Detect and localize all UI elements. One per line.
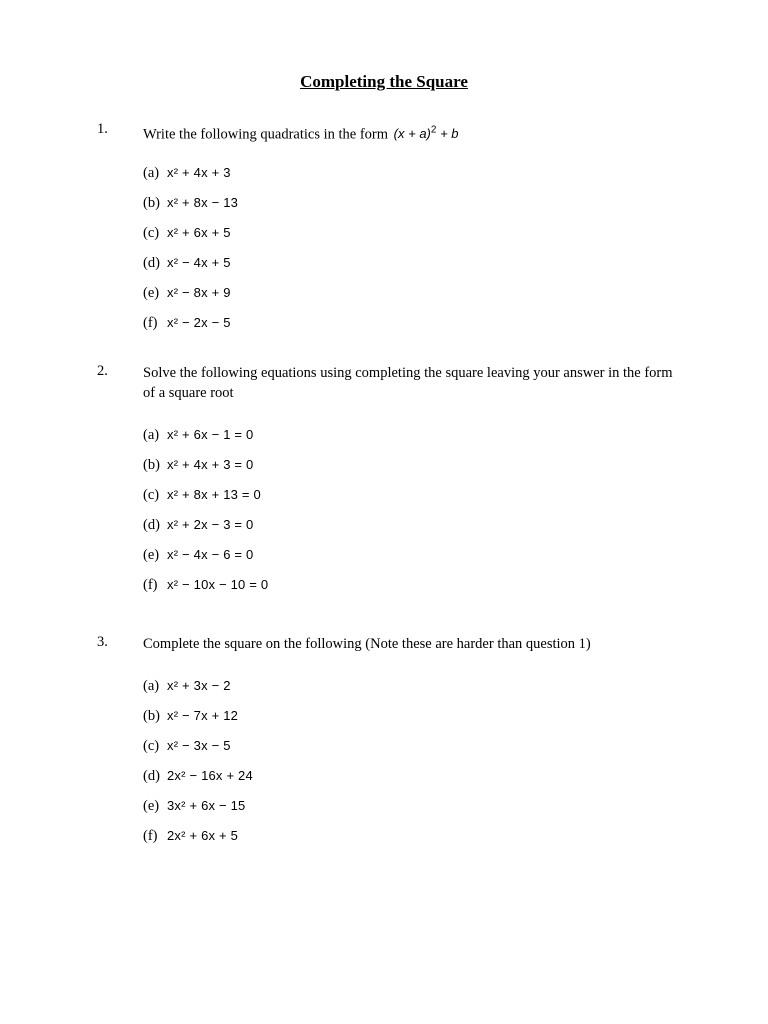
- list-item: [143, 486, 261, 510]
- list-item: [143, 767, 253, 791]
- part-expression: 3x² + 6x − 15: [167, 798, 246, 813]
- list-item: [143, 164, 231, 188]
- question-number: 3.: [97, 634, 108, 650]
- list-item: [143, 546, 253, 570]
- part-expression: 2x² + 6x + 5: [167, 828, 239, 843]
- part-label: (f): [143, 315, 158, 331]
- part-label: (e): [143, 547, 160, 563]
- question-prompt: Write the following quadratics in the form: [143, 126, 389, 143]
- part-label: (d): [143, 255, 160, 271]
- list-item: [143, 827, 238, 851]
- part-label: (f): [143, 577, 158, 593]
- part-label: (d): [143, 517, 160, 533]
- part-expression: x² + 4x + 3: [167, 165, 231, 180]
- form-tail: + b: [440, 126, 459, 142]
- part-expression: x² − 4x + 5: [167, 255, 231, 270]
- list-item: [143, 576, 268, 600]
- part-label: (b): [143, 195, 160, 211]
- part-label: (d): [143, 768, 160, 784]
- list-item: [143, 284, 231, 308]
- list-item: [143, 224, 231, 248]
- part-expression: x² + 6x − 1 = 0: [167, 427, 254, 442]
- part-expression: x² + 8x + 13 = 0: [167, 487, 261, 502]
- part-expression: x² − 7x + 12: [167, 708, 239, 723]
- part-expression: x² + 8x − 13: [167, 195, 239, 210]
- list-item: [143, 254, 231, 278]
- part-expression: x² − 8x + 9: [167, 285, 231, 300]
- target-form: [394, 126, 459, 141]
- part-label: (a): [143, 427, 160, 443]
- part-label: (c): [143, 225, 160, 241]
- form-exponent: 2: [430, 125, 437, 136]
- part-label: (e): [143, 798, 160, 814]
- part-expression: x² − 2x − 5: [167, 315, 231, 330]
- part-label: (b): [143, 457, 160, 473]
- part-expression: 2x² − 16x + 24: [167, 768, 253, 783]
- part-label: (b): [143, 708, 160, 724]
- part-label: (a): [143, 678, 160, 694]
- list-item: [143, 426, 253, 450]
- part-expression: x² + 6x + 5: [167, 225, 231, 240]
- part-expression: x² − 4x − 6 = 0: [167, 547, 254, 562]
- part-label: (c): [143, 487, 160, 503]
- part-label: (f): [143, 828, 158, 844]
- part-label: (e): [143, 285, 160, 301]
- list-item: [143, 516, 253, 540]
- question-text: Solve the following equations using completing the square leaving your answer in the form of a square root: [143, 365, 673, 401]
- list-item: [143, 707, 238, 731]
- part-label: (c): [143, 738, 160, 754]
- part-label: (a): [143, 165, 160, 181]
- part-expression: x² − 3x − 5: [167, 738, 231, 753]
- question-number: 1.: [97, 121, 108, 137]
- part-expression: x² + 4x + 3 = 0: [167, 457, 254, 472]
- question-text: [143, 121, 688, 144]
- part-expression: x² + 2x − 3 = 0: [167, 517, 254, 532]
- list-item: [143, 677, 231, 701]
- list-item: [143, 194, 238, 218]
- list-item: [143, 737, 231, 761]
- question-number: 2.: [97, 363, 108, 379]
- list-item: [143, 797, 245, 821]
- question-text: Complete the square on the following (Note these are harder than question 1): [143, 636, 591, 652]
- form-base: (x + a): [393, 126, 431, 142]
- page-title: Completing the Square: [300, 72, 468, 91]
- part-expression: x² + 3x − 2: [167, 678, 231, 693]
- list-item: [143, 456, 253, 480]
- part-expression: x² − 10x − 10 = 0: [167, 577, 269, 592]
- list-item: [143, 314, 231, 338]
